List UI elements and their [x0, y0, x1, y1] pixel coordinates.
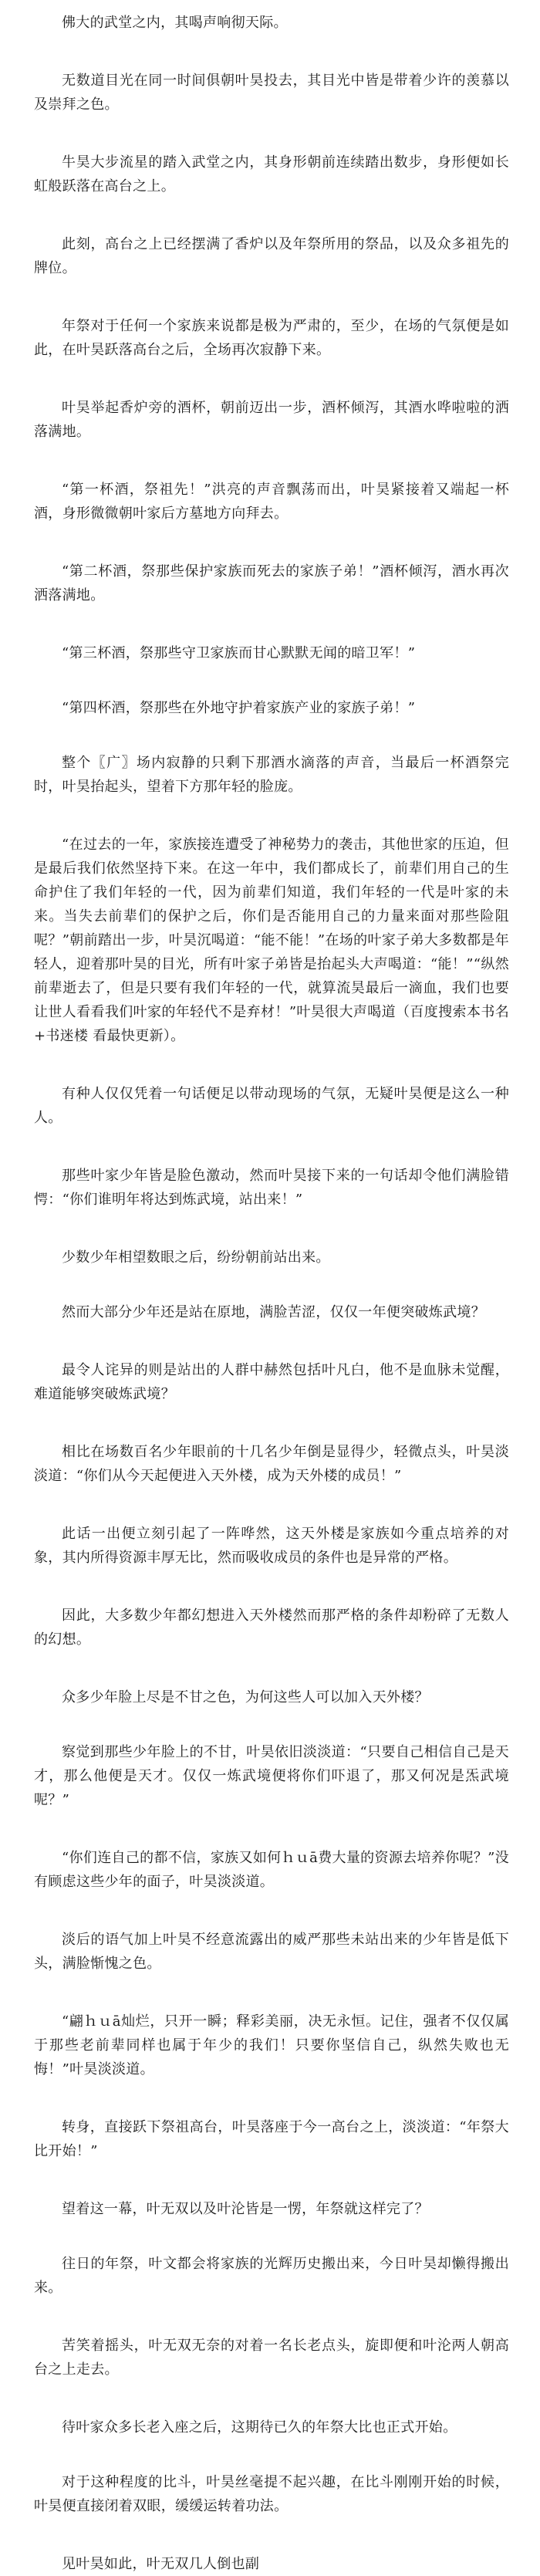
paragraph: 往日的年祭，叶文都会将家族的光辉历史搬出来，今日叶昊却懒得搬出来。 [34, 2256, 509, 2296]
paragraph: 相比在场数百名少年眼前的十几名少年倒是显得少，轻微点头，叶昊淡淡道：“你们从今天起便进入天外楼，成为天外楼的成员！” [34, 1444, 509, 1484]
paragraph: “第四杯酒，祭那些在外地守护着家族产业的家族子弟！” [62, 700, 416, 716]
paragraph: 少数少年相望数眼之后，纷纷朝前站出来。 [62, 1249, 330, 1266]
paragraph: “第一杯酒，祭祖先！”洪亮的声音飘荡而出，叶昊紧接着又端起一杯酒，身形微微朝叶家后方墓地方向拜去。 [34, 482, 509, 522]
paragraph: 有种人仅仅凭着一句话便足以带动现场的气氛，无疑叶昊便是这么一种人。 [34, 1086, 509, 1126]
paragraph: 然而大部分少年还是站在原地，满脸苦涩，仅仅一年便突破炼武境？ [62, 1304, 485, 1320]
paragraph: 苦笑着摇头，叶无双无奈的对着一名长老点头，旋即便和叶沦两人朝高台之上走去。 [34, 2338, 509, 2378]
paragraph: 对于这种程度的比斗，叶昊丝毫提不起兴趣，在比斗刚刚开始的时候，叶昊便直接闭着双眼，缓缓运转着功法。 [34, 2474, 509, 2514]
paragraph: 此话一出便立刻引起了一阵哗然，这天外楼是家族如今重点培养的对象，其内所得资源丰厚无比，然而吸收成员的条件也是异常的严格。 [34, 1526, 509, 1566]
paragraph: “翩ｈｕā灿烂，只开一瞬；释彩美丽，决无永恒。记住，强者不仅仅属于那些老前辈同样也属于年少的我们！只要你坚信自己，纵然失败也无悔！”叶昊淡淡道。 [34, 2013, 509, 2077]
paragraph: 年祭对于任何一个家族来说都是极为严肃的，至少，在场的气氛便是如此，在叶昊跃落高台之后，全场再次寂静下来。 [34, 318, 509, 358]
paragraph: “在过去的一年，家族接连遭受了神秘势力的袭击，其他世家的压迫，但是最后我们依然坚持下来。在这一年中，我们都成长了，前辈们用自己的生命护住了我们年轻的一代，因为前辈们知道，我们年轻的一代是叶家的未来。当失去前辈们的保护之后，你们是否能用自己的力量来面对那些险阻呢？”朝前踏出一步，叶昊沉喝道：“能不能！”在场的叶家子弟大多数都是年轻人，迎着那叶昊的目光，所有叶家子弟皆是抬起头大声喝道：“能！”“纵然前辈逝去了，但是只要有我们年轻的一代，就算流昊最后一滴血，我们也要让世人看看我们叶家的年轻代不是弃材！”叶昊很大声喝道（百度搜索本书名+书迷楼 看最快更新）。 [34, 837, 509, 1044]
paragraph: 望着这一幕，叶无双以及叶沦皆是一愣，年祭就这样完了？ [62, 2201, 429, 2217]
paragraph: 叶昊举起香炉旁的酒杯，朝前迈出一步，酒杯倾泻，其酒水哗啦啦的洒落满地。 [34, 400, 509, 440]
paragraph: “第三杯酒，祭那些守卫家族而甘心默默无闻的暗卫军！” [62, 645, 416, 661]
paragraph: 因此，大多数少年都幻想进入天外楼然而那严格的条件却粉碎了无数人的幻想。 [34, 1607, 509, 1648]
paragraph: 此刻，高台之上已经摆满了香炉以及年祭所用的祭品，以及众多祖先的牌位。 [34, 236, 509, 276]
paragraph: 众多少年脸上尽是不甘之色，为何这些人可以加入天外楼？ [62, 1689, 429, 1706]
paragraph: 那些叶家少年皆是脸色激动，然而叶昊接下来的一句话却令他们满脸错愕：“你们谁明年将达到炼武境，站出来！” [34, 1168, 509, 1208]
paragraph: 牛昊大步流星的踏入武堂之内，其身形朝前连续踏出数步，身形便如长虹般跃落在高台之上。 [34, 154, 509, 194]
paragraph: 见叶昊如此，叶无双几人倒也副 [62, 2556, 260, 2572]
paragraph: 最令人诧异的则是站出的人群中赫然包括叶凡白，他不是血脉未觉醒，难道能够突破炼武境？ [34, 1362, 509, 1402]
paragraph: 待叶家众多长老入座之后，这期待已久的年祭大比也正式开始。 [62, 2419, 457, 2436]
paragraph: 转身，直接跃下祭祖高台，叶昊落座于今一高台之上，淡淡道：“年祭大比开始！” [34, 2119, 509, 2159]
paragraph: “你们连自己的都不信，家族又如何ｈｕā费大量的资源去培养你呢？”没有顾虑这些少年的面子，叶昊淡淡道。 [34, 1850, 509, 1890]
paragraph: 佛大的武堂之内，其喝声响彻天际。 [62, 15, 288, 31]
paragraph: 无数道目光在同一时间俱朝叶昊投去，其目光中皆是带着少许的羡慕以及崇拜之色。 [34, 73, 509, 113]
paragraph: 整个〖广〗场内寂静的只剩下那酒水滴落的声音，当最后一杯酒祭完时，叶昊抬起头，望着下方那年轻的脸庞。 [34, 755, 509, 795]
paragraph: 淡后的语气加上叶昊不经意流露出的威严那些未站出来的少年皆是低下头，满脸惭愧之色。 [34, 1932, 509, 1972]
paragraph: 察觉到那些少年脸上的不甘，叶昊依旧淡淡道：“只要自己相信自己是天才，那么他便是天才。仅仅一炼武境便将你们吓退了，那又何况是炁武境呢？” [34, 1744, 509, 1808]
paragraph: “第二杯酒，祭那些保护家族而死去的家族子弟！”酒杯倾泻，酒水再次洒落满地。 [34, 563, 509, 603]
